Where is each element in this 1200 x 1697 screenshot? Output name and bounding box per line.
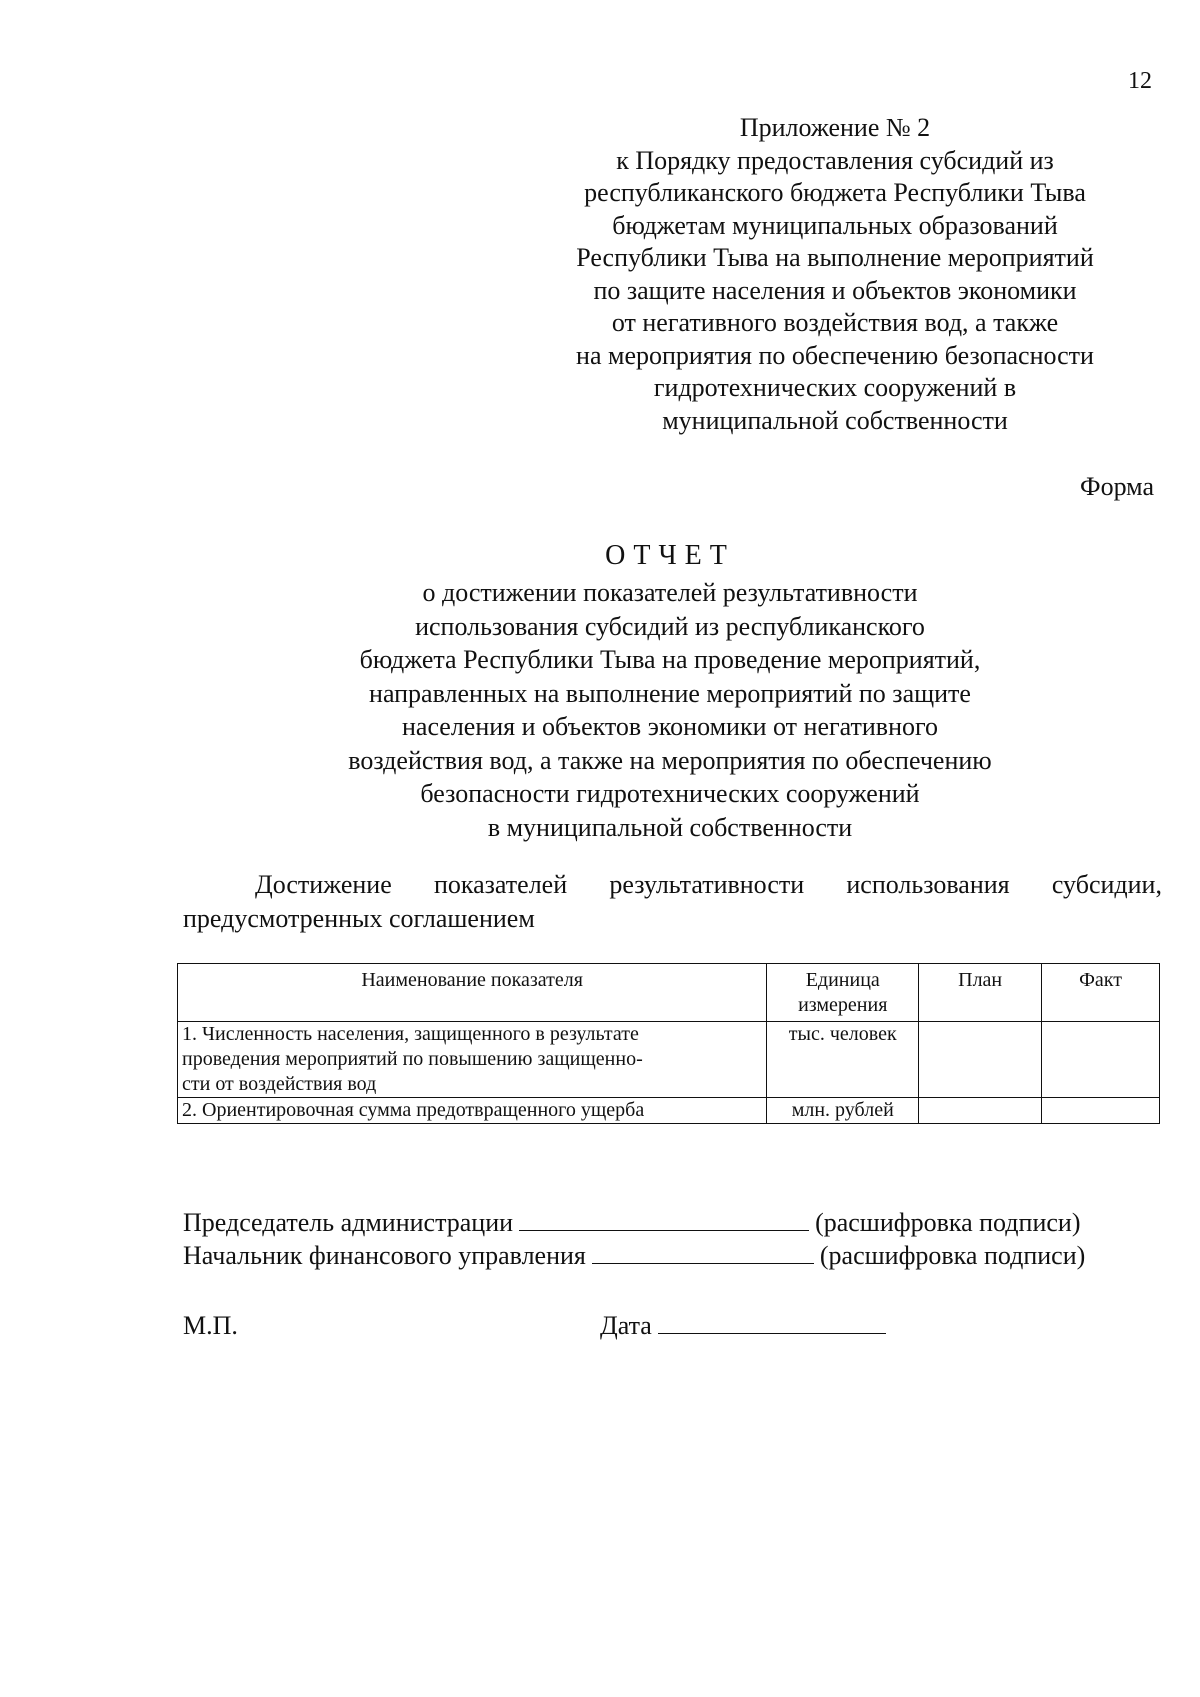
annex-line: от негативного воздействия вод, а также <box>611 308 1059 337</box>
date-line <box>600 1311 892 1341</box>
chairman-label: Председатель администрации <box>183 1208 514 1237</box>
indicator-plan <box>919 1022 1042 1098</box>
indicator-name-line: 2. Ориентировочная сумма предотвращенного ущерба <box>182 1099 645 1121</box>
finance-signature-blank[interactable] <box>592 1262 814 1264</box>
header-name: Наименование показателя <box>178 964 767 1022</box>
subtitle-line: в муниципальной собственности <box>487 812 853 842</box>
subtitle-line: безопасности гидротехнических сооружений <box>420 779 920 808</box>
annex-line: гидротехнических сооружений в <box>653 373 1017 402</box>
indicator-name-line: проведения мероприятий по повышению защищенно- <box>182 1048 643 1070</box>
subtitle-line: направленных на выполнение мероприятий по защите <box>369 678 971 708</box>
finance-decode: (расшифровка подписи) <box>819 1241 1086 1270</box>
date-label: Дата <box>600 1311 652 1340</box>
indicator-fact <box>1042 1022 1160 1098</box>
table-header-row <box>178 964 1160 1022</box>
intro-word: результативности <box>609 870 805 899</box>
report-title: ОТЧЕТ <box>605 540 735 571</box>
annex-line: к Порядку предоставления субсидий из <box>616 145 1054 175</box>
annex-line: Республики Тыва на выполнение мероприятий <box>576 243 1094 272</box>
intro-word: субсидии, <box>1051 870 1162 899</box>
chairman-signature-blank[interactable] <box>519 1229 809 1231</box>
annex-line: Приложение № 2 <box>739 113 931 142</box>
annex-line: республиканского бюджета Республики Тыва <box>584 178 1086 207</box>
subtitle-line: бюджета Республики Тыва на проведение мероприятий, <box>359 645 981 674</box>
subtitle-line: населения и объектов экономики от негативного <box>401 712 938 741</box>
finance-signature-line <box>183 1241 1085 1271</box>
header-unit-line: измерения <box>798 994 888 1016</box>
table-row <box>178 1022 1160 1098</box>
indicator-name-line: сти от воздействия вод <box>182 1073 377 1095</box>
indicator-plan <box>919 1098 1042 1124</box>
page-number: 12 <box>1128 68 1152 94</box>
finance-label: Начальник финансового управления <box>183 1241 586 1270</box>
date-blank[interactable] <box>658 1332 886 1334</box>
indicator-unit: тыс. человек <box>767 1022 919 1098</box>
indicator-unit: млн. рублей <box>767 1098 919 1124</box>
chairman-decode: (расшифровка подписи) <box>815 1208 1081 1237</box>
annex-line: по защите населения и объектов экономики <box>593 275 1077 305</box>
intro-word: Достижение <box>255 870 392 899</box>
intro-word: использования <box>846 870 1010 899</box>
annex-header <box>555 112 1115 437</box>
indicator-name-line: 1. Численность населения, защищенного в результате <box>182 1023 639 1045</box>
subtitle-line: использования субсидий из республиканского <box>415 611 925 641</box>
header-fact: Факт <box>1042 964 1160 1022</box>
stamp-mark: М.П. <box>183 1311 238 1340</box>
intro-line-1 <box>183 868 1162 902</box>
intro-paragraph <box>183 868 1162 936</box>
subtitle-line: воздействия вод, а также на мероприятия по обеспечению <box>348 745 992 775</box>
annex-line: муниципальной собственности <box>662 405 1008 435</box>
indicator-fact <box>1042 1098 1160 1124</box>
header-unit-line: Единица <box>805 969 880 991</box>
annex-line: бюджетам муниципальных образований <box>612 210 1058 240</box>
table-row <box>178 1098 1160 1124</box>
intro-line-2: предусмотренных соглашением <box>183 904 535 933</box>
indicator-name <box>178 1022 767 1098</box>
indicator-name <box>178 1098 767 1124</box>
subtitle-line: о достижении показателей результативности <box>422 578 918 607</box>
intro-word: показателей <box>433 870 568 899</box>
header-unit <box>767 964 919 1022</box>
header-plan: План <box>919 964 1042 1022</box>
indicators-table <box>177 963 1160 1124</box>
chairman-signature-line <box>183 1208 1080 1238</box>
report-subtitle <box>0 576 1200 844</box>
annex-line: на мероприятия по обеспечению безопасности <box>576 340 1094 370</box>
form-label: Форма <box>1080 472 1154 501</box>
